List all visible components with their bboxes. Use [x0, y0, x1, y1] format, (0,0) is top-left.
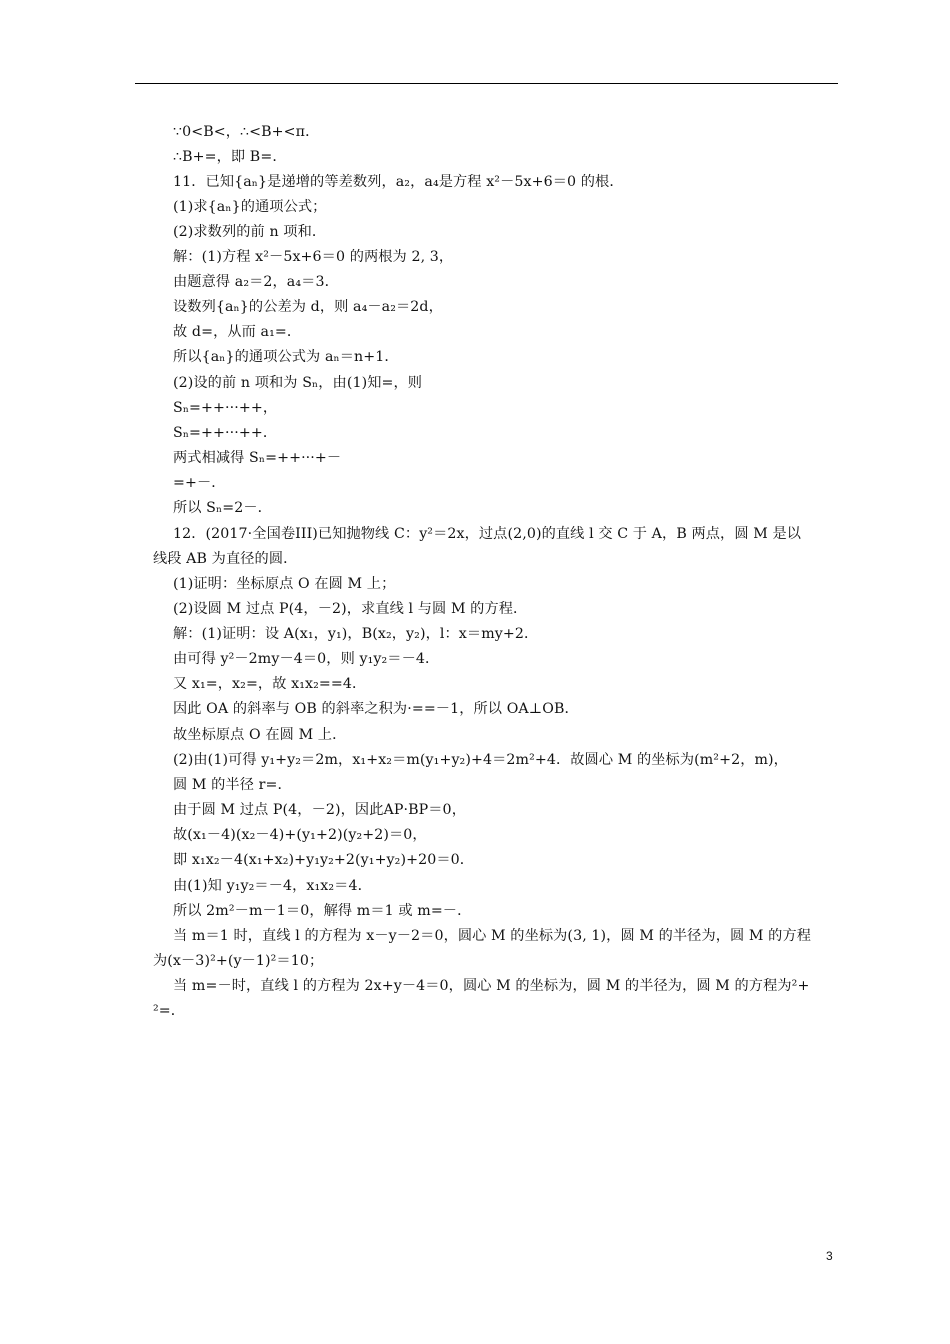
header-rule: [135, 83, 838, 84]
text-line: 由于圆 M 过点 P(4，－2)，因此AP·BP＝0，: [173, 802, 466, 818]
text-line: 两式相减得 Sₙ=++···+－: [173, 450, 342, 466]
text-line: Sₙ=++···++．: [173, 425, 278, 441]
text-line: ∵0<B<，∴<B+<π．: [173, 124, 320, 140]
text-line: 线段 AB 为直径的圆．: [153, 551, 298, 567]
page-number: 3: [826, 1249, 833, 1263]
text-line: 由题意得 a₂＝2，a₄＝3．: [173, 274, 339, 290]
text-line: 即 x₁x₂－4(x₁+x₂)+y₁y₂+2(y₁+y₂)+20＝0．: [173, 852, 475, 868]
text-line: ∴B+=，即 B=．: [173, 149, 287, 165]
text-line: (1)求{aₙ}的通项公式；: [173, 199, 327, 215]
text-line: 因此 OA 的斜率与 OB 的斜率之积为·==－1，所以 OA⊥OB．: [173, 701, 579, 717]
text-line: (1)证明：坐标原点 O 在圆 M 上；: [173, 576, 396, 592]
text-line: 故(x₁－4)(x₂－4)+(y₁+2)(y₂+2)＝0，: [173, 827, 427, 843]
text-line: 解：(1)证明：设 A(x₁，y₁)，B(x₂，y₂)，l：x＝my+2．: [173, 626, 539, 642]
text-line: 所以{aₙ}的通项公式为 aₙ＝n+1．: [173, 349, 399, 365]
text-line: 所以 2m²－m－1＝0，解得 m＝1 或 m=－．: [173, 903, 472, 919]
text-line: 设数列{aₙ}的公差为 d，则 a₄－a₂＝2d，: [173, 299, 443, 315]
text-line: 当 m＝1 时，直线 l 的方程为 x－y－2＝0，圆心 M 的坐标为(3, 1)，圆 M 的半径为，圆 M 的方程: [173, 928, 812, 944]
text-line: (2)由(1)可得 y₁+y₂＝2m，x₁+x₂＝m(y₁+y₂)+4＝2m²+4．故圆心 M 的坐标为(m²+2，m)，: [173, 752, 788, 768]
text-line: 圆 M 的半径 r=．: [173, 777, 292, 793]
text-line: 由(1)知 y₁y₂＝－4，x₁x₂＝4．: [173, 878, 372, 894]
text-line: 故坐标原点 O 在圆 M 上．: [173, 727, 347, 743]
text-line: =+－．: [173, 475, 226, 491]
text-line: (2)设圆 M 过点 P(4，－2)，求直线 l 与圆 M 的方程．: [173, 601, 528, 617]
text-line: 又 x₁=，x₂=，故 x₁x₂==4．: [173, 676, 367, 692]
text-line: 当 m=－时，直线 l 的方程为 2x+y－4＝0，圆心 M 的坐标为，圆 M 的半径为，圆 M 的方程为²+: [173, 978, 810, 994]
text-line: (2)求数列的前 n 项和．: [173, 224, 327, 240]
text-line: Sₙ=++···++，: [173, 400, 278, 416]
text-line: ²=．: [153, 1003, 186, 1019]
problem-11-title: 11．已知{aₙ}是递增的等差数列，a₂，a₄是方程 x²－5x+6＝0 的根．: [173, 174, 624, 190]
text-line: 所以 Sₙ=2－．: [173, 500, 272, 516]
text-line: 故 d=，从而 a₁=．: [173, 324, 302, 340]
text-line: 解：(1)方程 x²－5x+6＝0 的两根为 2, 3，: [173, 249, 454, 265]
text-line: 由可得 y²－2my－4＝0，则 y₁y₂＝－4．: [173, 651, 440, 667]
text-line: (2)设的前 n 项和为 Sₙ，由(1)知=，则: [173, 375, 423, 391]
text-line: 为(x－3)²+(y－1)²＝10；: [153, 953, 324, 969]
problem-12-title: 12．(2017·全国卷III)已知抛物线 C：y²＝2x，过点(2,0)的直线 l 交 C 于 A，B 两点，圆 M 是以: [173, 526, 802, 542]
